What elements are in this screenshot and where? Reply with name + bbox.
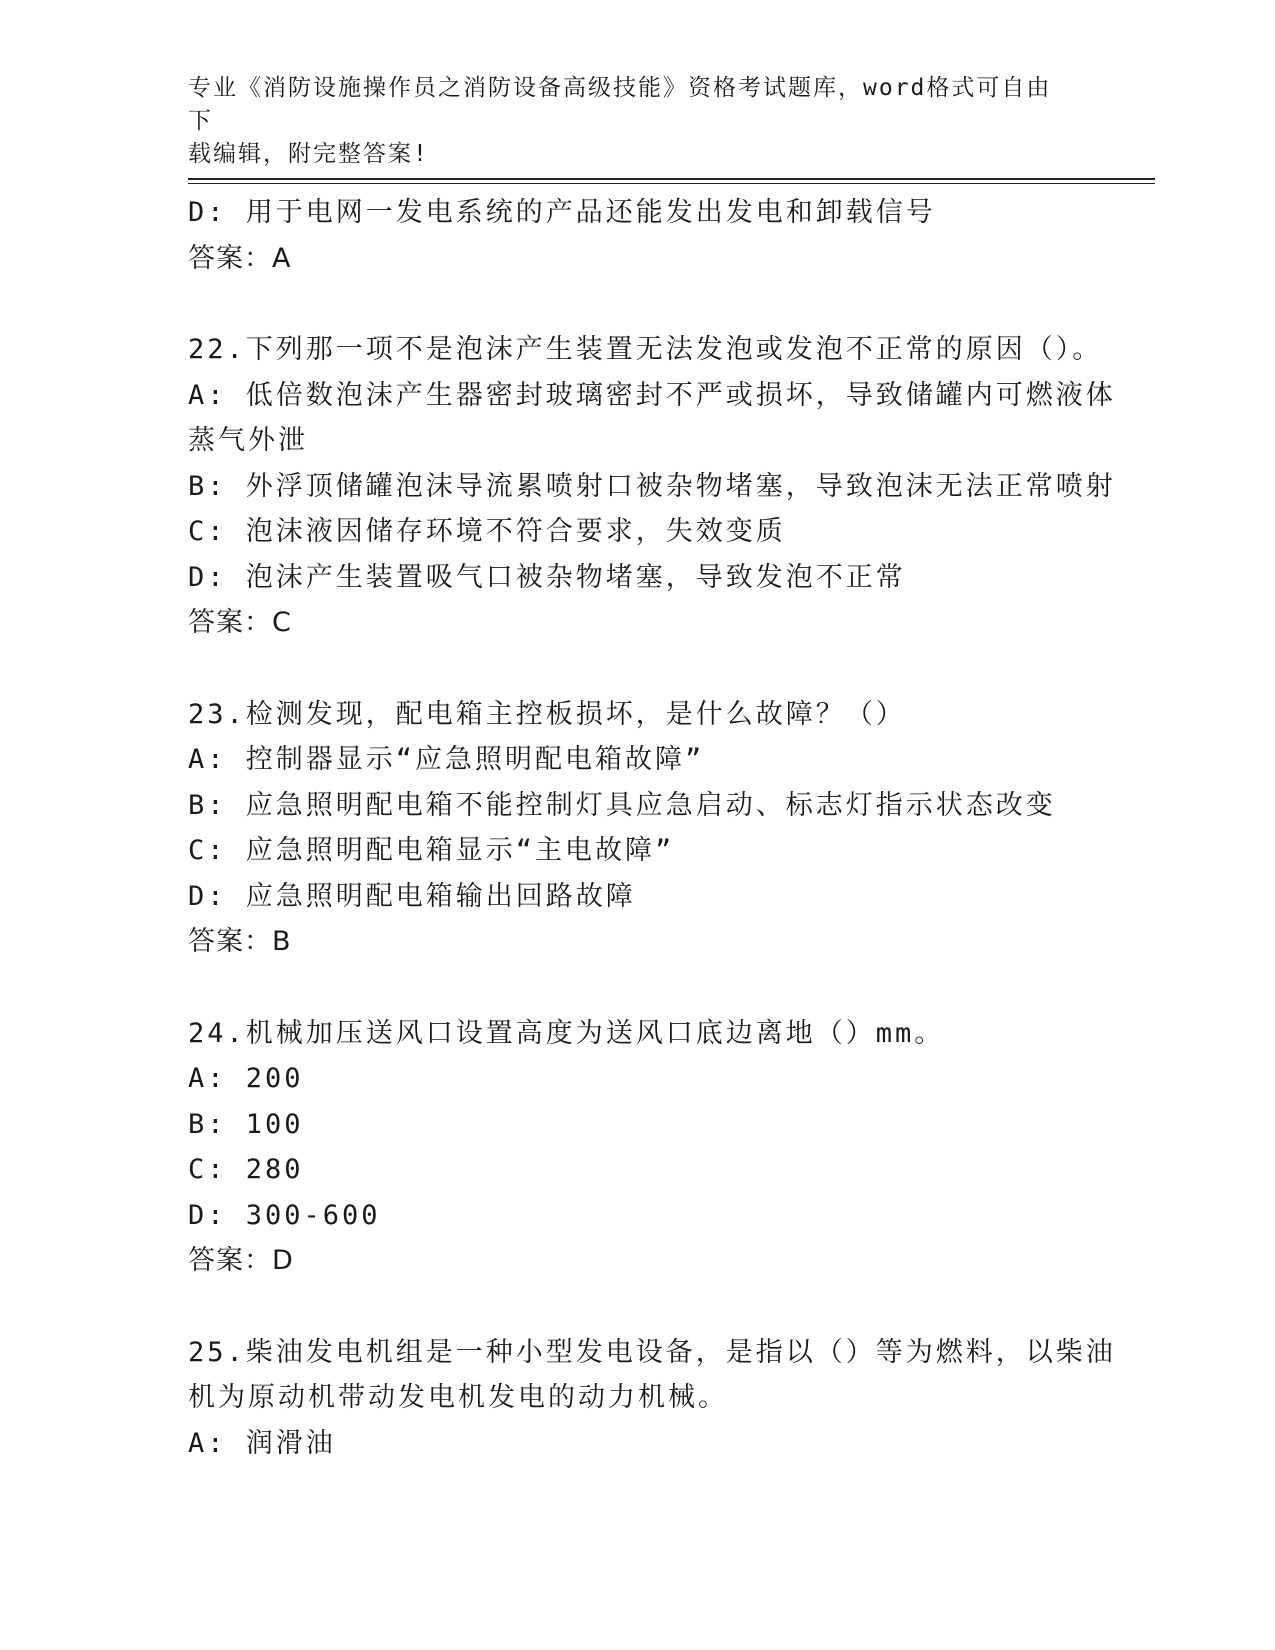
answer-line: 答案：C: [188, 607, 292, 638]
question-line: D: 300-600: [188, 1199, 381, 1231]
question-line: A: 低倍数泡沫产生器密封玻璃密封不严或损坏，导致储罐内可燃液体: [188, 379, 1116, 411]
question-line: 机为原动机带动发电机发电的动力机械。: [188, 1382, 728, 1413]
question-line: 24.机械加压送风口设置高度为送风口底边离地（）mm。: [188, 1017, 945, 1049]
question-line: 22.下列那一项不是泡沫产生装置无法发泡或发泡不正常的原因（）。: [188, 334, 1103, 365]
question-line: B: 外浮顶储罐泡沫导流累喷射口被杂物堵塞，导致泡沫无法正常喷射: [188, 470, 1116, 502]
question-line: D: 泡沫产生装置吸气口被杂物堵塞，导致发泡不正常: [188, 561, 906, 593]
question-line: 25.柴油发电机组是一种小型发电设备，是指以（）等为燃料，以柴油: [188, 1336, 1116, 1368]
page-header: [188, 72, 1068, 171]
question-line: C: 应急照明配电箱显示“主电故障”: [188, 835, 675, 866]
question-line: B: 100: [188, 1108, 304, 1140]
header-title-line-1: 专业《消防设施操作员之消防设备高级技能》资格考试题库，word格式可自由下: [188, 75, 1052, 134]
question-spacer: [188, 965, 1088, 1011]
answer-line: 答案：B: [188, 926, 292, 957]
question-spacer: [188, 1284, 1088, 1330]
question-line: D: 应急照明配电箱输出回路故障: [188, 880, 636, 912]
answer-line: 答案：A: [188, 242, 292, 274]
question-line: B: 应急照明配电箱不能控制灯具应急启动、标志灯指示状态改变: [188, 789, 1056, 821]
question-line: A: 润滑油: [188, 1427, 336, 1459]
header-divider: [188, 178, 1155, 180]
question-line: A: 200: [188, 1063, 304, 1094]
question-line: D: 用于电网一发电系统的产品还能发出发电和卸载信号: [188, 197, 936, 228]
answer-line: 答案：D: [188, 1245, 294, 1276]
question-line: 蒸气外泄: [188, 425, 308, 456]
question-spacer: [188, 281, 1088, 327]
header-title-line-2: 载编辑，附完整答案!: [188, 141, 429, 167]
header-divider-thin: [188, 183, 1155, 184]
question-line: 23.检测发现，配电箱主控板损坏，是什么故障？（）: [188, 698, 906, 730]
question-line: A: 控制器显示“应急照明配电箱故障”: [188, 744, 705, 775]
question-list: [188, 190, 1116, 1466]
question-spacer: [188, 646, 1088, 692]
question-line: C: 280: [188, 1154, 304, 1185]
question-line: C: 泡沫液因储存环境不符合要求，失效变质: [188, 516, 786, 547]
